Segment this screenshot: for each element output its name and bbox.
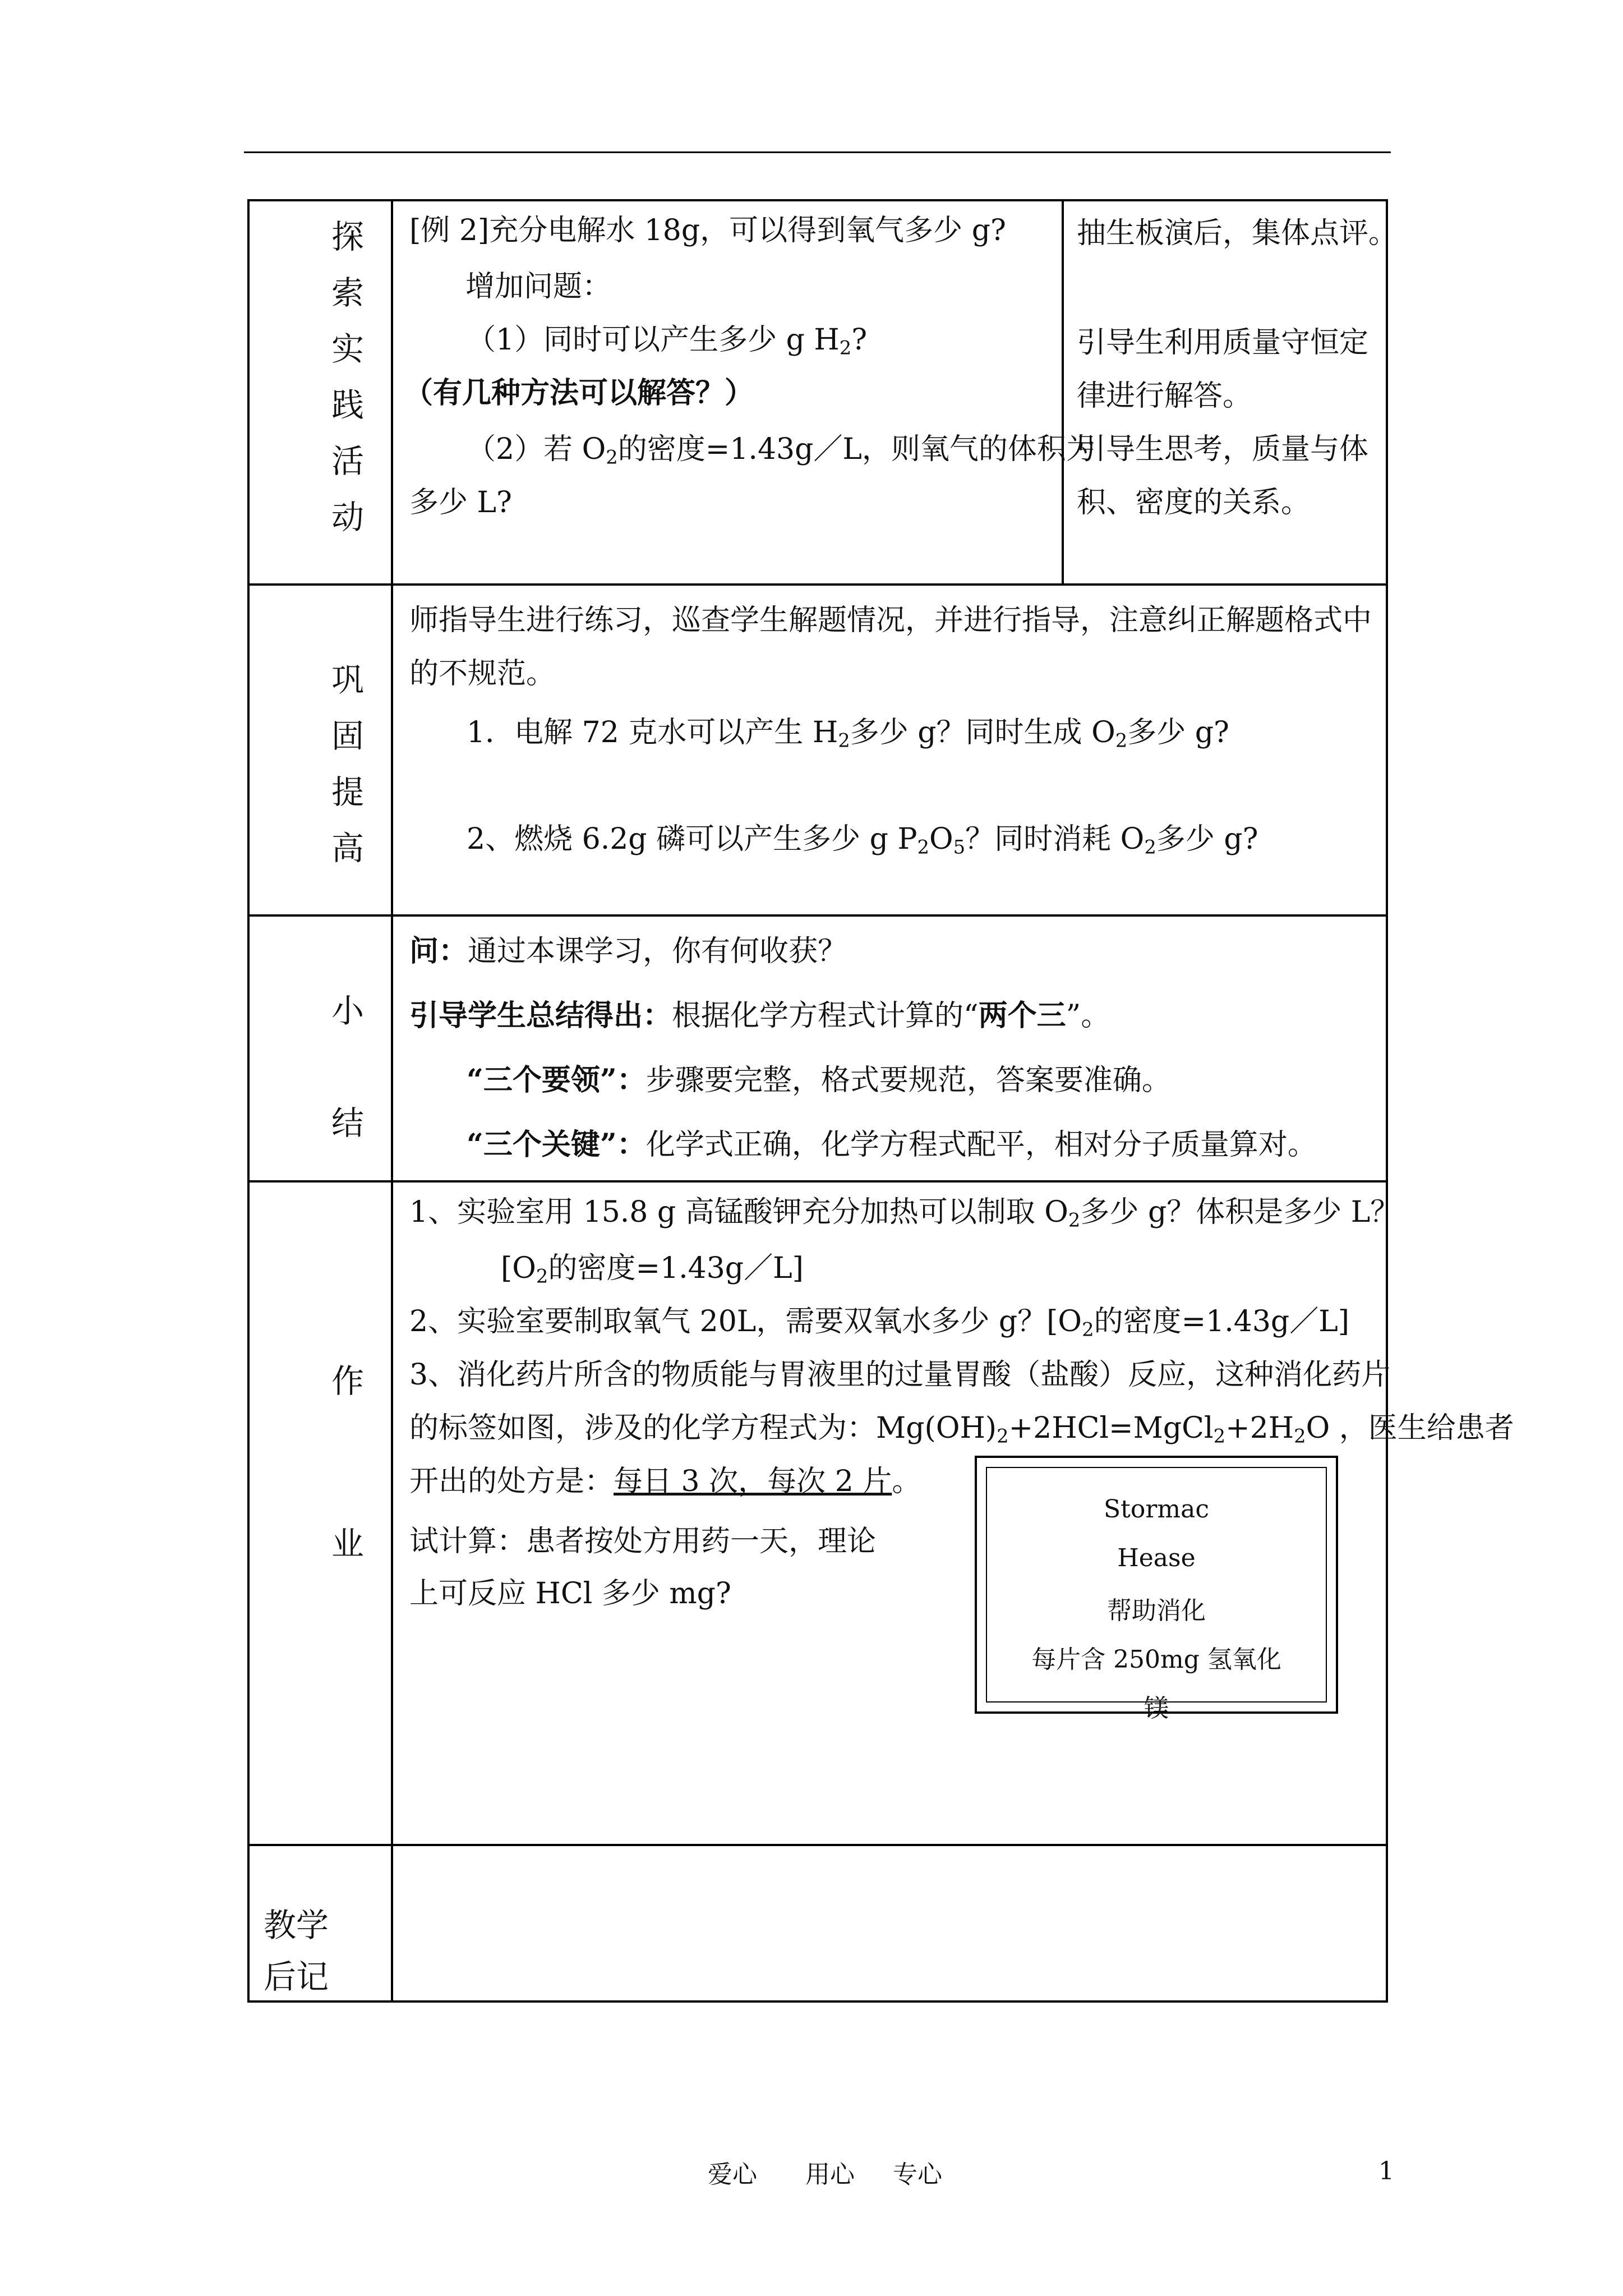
footer-motto-1: 爱心 [708, 2160, 757, 2189]
header-rule [244, 151, 1391, 153]
homework-3-line3: 开出的处方是：每日 3 次，每次 2 片。 [409, 1465, 921, 1498]
summary-question: 问：通过本课学习，你有何收获？ [409, 934, 847, 968]
question-1: （1）同时可以产生多少 g $H_2$? [467, 323, 868, 359]
teacher-note-3b: 积、密度的关系。 [1077, 486, 1311, 519]
row-divider [250, 1180, 1386, 1182]
medicine-purpose: 帮助消化 [1107, 1596, 1206, 1625]
section-label-consolidate: 巩 固 提 高 [331, 661, 364, 867]
example-question: [例 2]充分电解水 18g，可以得到氧气多少 g? [409, 214, 1006, 247]
row-divider [250, 583, 1386, 586]
add-question-label: 增加问题： [465, 270, 612, 303]
teacher-note-2a: 引导生利用质量守恒定 [1077, 326, 1369, 360]
lesson-table [247, 199, 1391, 2003]
footer-motto-3: 专心 [893, 2160, 942, 2189]
question-2: （2）若 $O_2$的密度=1.43g／L，则氧气的体积为 [467, 432, 1095, 468]
medicine-label-inner [986, 1467, 1327, 1723]
homework-2: 2、实验室要制取氧气 20L，需要双氧水多少 g？[$O_2$的密度=1.43g／L] [409, 1305, 1350, 1341]
medicine-dosage: 每片含 250mg 氢氧化 [1031, 1645, 1281, 1674]
summary-key-points-2: “三个关键”：化学式正确，化学方程式配平，相对分子质量算对。 [467, 1128, 1317, 1162]
teacher-note-3a: 引导生思考，质量与体 [1077, 432, 1369, 466]
consolidate-intro-1: 师指导生进行练习，巡查学生解题情况，并进行指导，注意纠正解题格式中 [409, 604, 1372, 637]
medicine-label-box [975, 1456, 1338, 1723]
row-divider [250, 914, 1386, 917]
homework-3-line4: 试计算：患者按处方用药一天，理论 [409, 1525, 877, 1558]
homework-3-line1: 3、消化药片所含的物质能与胃液里的过量胃酸（盐酸）反应，这种消化药片 [409, 1358, 1391, 1392]
medicine-dosage-cont: 镁 [1144, 1694, 1169, 1723]
summary-guide: 引导学生总结得出：根据化学方程式计算的“两个三”。 [409, 999, 1110, 1033]
practice-problem-1: 1．电解 72 克水可以产生 $H_2$多少 g？同时生成 $O_2$多少 g? [467, 716, 1229, 752]
medicine-brand-line2: Hease [1117, 1544, 1196, 1572]
column-divider [391, 201, 393, 2000]
section-label-explore: 探 索 实 践 活 动 [331, 218, 364, 536]
methods-question: （有几种方法可以解答？） [404, 376, 754, 410]
teacher-note-2b: 律进行解答。 [1077, 379, 1252, 413]
question-2-line2: 多少 L? [409, 486, 512, 519]
section-label-summary: 小 结 [331, 992, 364, 1142]
homework-1-density: [$O_2$的密度=1.43g／L] [501, 1251, 804, 1287]
row-divider [250, 1844, 1386, 1846]
footer-motto-2: 用心 [805, 2160, 855, 2189]
homework-3-line2: 的标签如图，涉及的化学方程式为：$Mg(OH)_2+2HCl=MgCl_2+2H_2O$ ，医生给患者 [409, 1411, 1514, 1447]
section-label-homework: 作 业 [331, 1362, 364, 1563]
medicine-brand-line1: Stormac [1104, 1495, 1209, 1524]
consolidate-intro-2: 的不规范。 [409, 657, 556, 691]
teacher-note-1: 抽生板演后，集体点评。 [1077, 217, 1398, 250]
practice-problem-2: 2、燃烧 6.2g 磷可以产生多少 g $P_2O_5$？同时消耗 $O_2$多少 g? [467, 822, 1258, 858]
section-label-reflection: 教学 后记 [264, 1906, 329, 1996]
homework-1: 1、实验室用 15.8 g 高锰酸钾充分加热可以制取 $O_2$多少 g？体积是多少 L？ [409, 1195, 1400, 1231]
homework-3-line5: 上可反应 HCl 多少 mg? [409, 1577, 731, 1611]
summary-key-points-1: “三个要领”：步骤要完整，格式要规范，答案要准确。 [467, 1063, 1171, 1097]
column-divider [1062, 201, 1064, 583]
page-number: 1 [1378, 2157, 1394, 2185]
